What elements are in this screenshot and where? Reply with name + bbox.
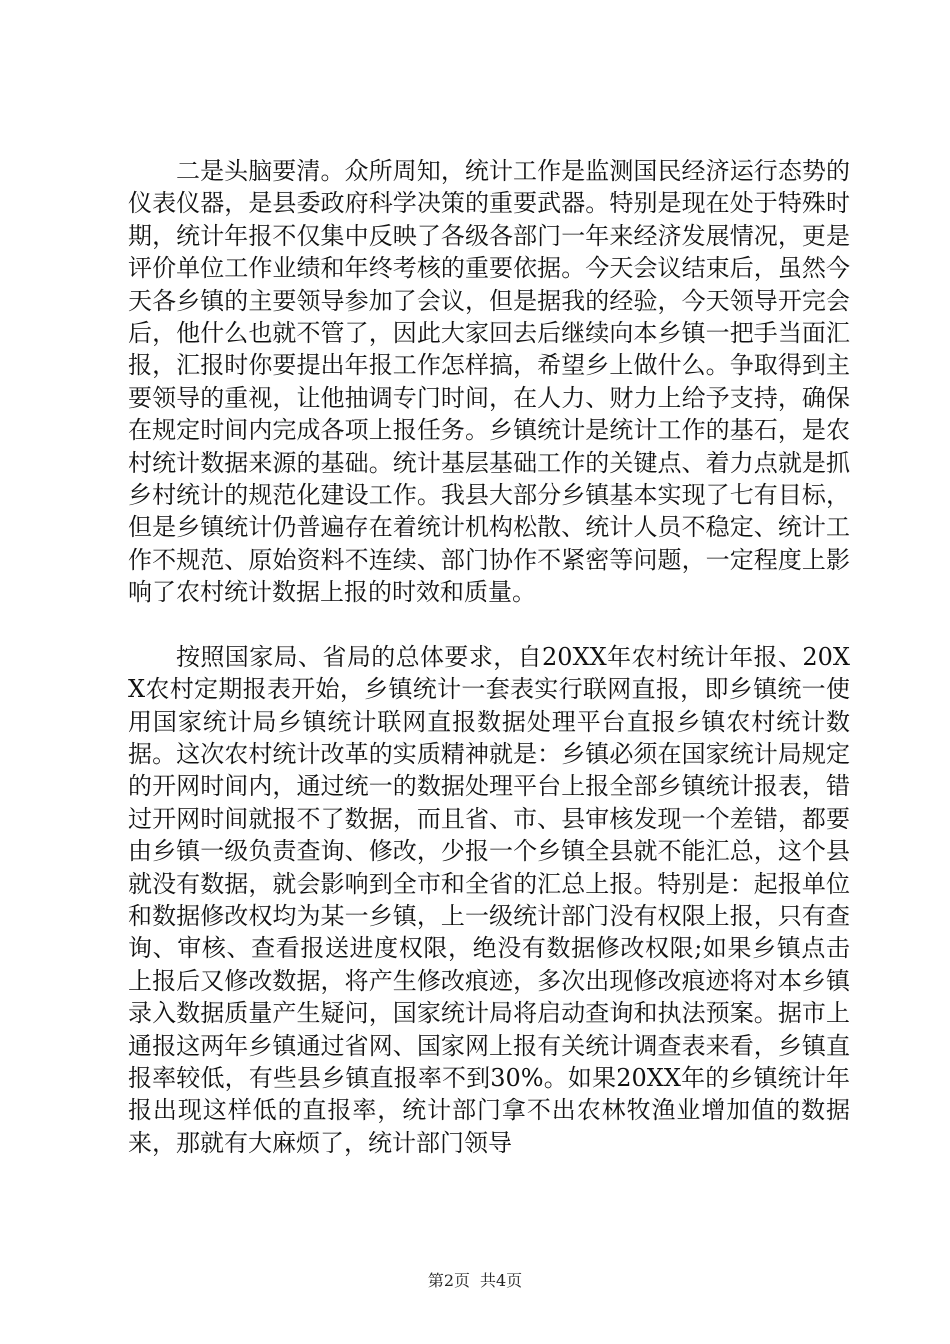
- document-body: [128, 155, 850, 1159]
- page-total: 共4页: [480, 1271, 523, 1290]
- paragraph-2: 按照国家局、省局的总体要求，自20XX年农村统计年报、20XX农村定期报表开始，乡镇统计一套表实行联网直报，即乡镇统一使用国家统计局乡镇统计联网直报数据处理平台直报乡镇农村统计数据。这次农村统计改革的实质精神就是：乡镇必须在国家统计局规定的开网时间内，通过统一的数据处理平台上报全部乡镇统计报表，错过开网时间就报不了数据，而且省、市、县审核发现一个差错，都要由乡镇一级负责查询、修改，少报一个乡镇全县就不能汇总，这个县就没有数据，就会影响到全市和全省的汇总上报。特别是：起报单位和数据修改权均为某一乡镇，上一级统计部门没有权限上报，只有查询、审核、查看报送进度权限，绝没有数据修改权限;如果乡镇点击上报后又修改数据，将产生修改痕迹，多次出现修改痕迹将对本乡镇录入数据质量产生疑问，国家统计局将启动查询和执法预案。据市上通报这两年乡镇通过省网、国家网上报有关统计调查表来看，乡镇直报率较低，有些县乡镇直报率不到30%。如果20XX年的乡镇统计年报出现这样低的直报率，统计部门拿不出农林牧渔业增加值的数据来，那就有大麻烦了，统计部门领导: [128, 642, 850, 1157]
- page-footer: [0, 1268, 950, 1291]
- page-number: 第2页: [427, 1271, 470, 1290]
- paragraph-1: 二是头脑要清。众所周知，统计工作是监测国民经济运行态势的仪表仪器，是县委政府科学决策的重要武器。特别是现在处于特殊时期，统计年报不仅集中反映了各级各部门一年来经济发展情况，更是评价单位工作业绩和年终考核的重要依据。今天会议结束后，虽然今天各乡镇的主要领导参加了会议，但是据我的经验，今天领导开完会后，他什么也就不管了，因此大家回去后继续向本乡镇一把手当面汇报，汇报时你要提出年报工作怎样搞，希望乡上做什么。争取得到主要领导的重视，让他抽调专门时间，在人力、财力上给予支持，确保在规定时间内完成各项上报任务。乡镇统计是统计工作的基石，是农村统计数据来源的基础。统计基层基础工作的关键点、着力点就是抓乡村统计的规范化建设工作。我县大部分乡镇基本实现了七有目标，但是乡镇统计仍普遍存在着统计机构松散、统计人员不稳定、统计工作不规范、原始资料不连续、部门协作不紧密等问题，一定程度上影响了农村统计数据上报的时效和质量。: [128, 157, 850, 607]
